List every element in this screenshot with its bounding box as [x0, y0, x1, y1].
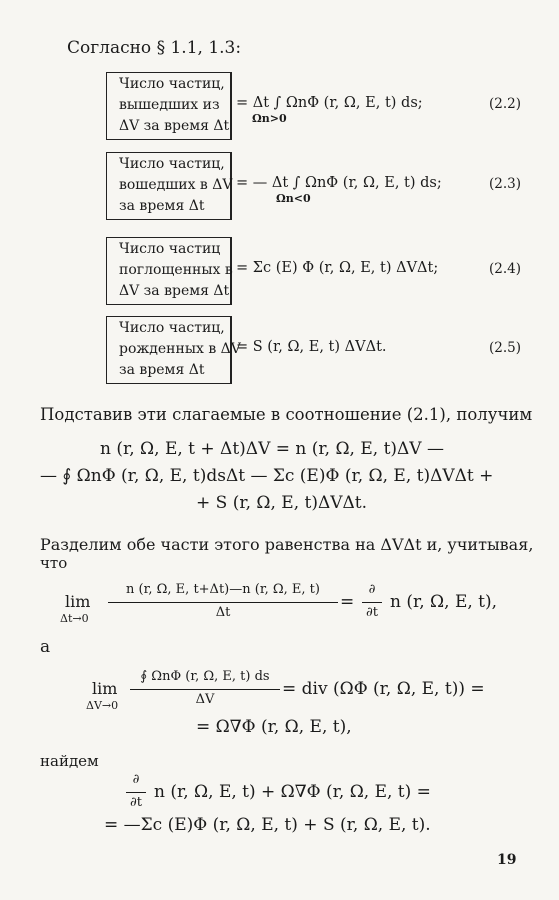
fraction-bar — [130, 689, 280, 690]
box-particles-absorbed — [106, 237, 232, 305]
equals-sign: = — [340, 592, 355, 612]
equation-rhs: = Σc (E) Φ (r, Ω, E, t) ΔVΔt; — [236, 260, 439, 276]
integral-domain: Ωn>0 — [252, 112, 287, 125]
final-equation-line1: n (r, Ω, E, t) + Ω∇Φ (r, Ω, E, t) = — [154, 782, 431, 802]
box-line: ΔV за время Δt — [119, 283, 230, 299]
derivative-denominator: ∂t — [130, 795, 142, 810]
paragraph-text: Разделим обе части этого равенства на ΔVΔt и, учитывая, — [40, 535, 534, 554]
fraction-bar — [108, 602, 338, 603]
limit-result-line2: = Ω∇Φ (r, Ω, E, t), — [196, 717, 352, 737]
box-line: Число частиц — [119, 241, 221, 257]
derivative-numerator: ∂ — [368, 582, 376, 597]
integral-domain: Ωn<0 — [276, 192, 311, 205]
paragraph-text: что — [40, 554, 68, 572]
limit-subscript: ΔV→0 — [86, 699, 119, 712]
paragraph-text: найдем — [40, 752, 99, 770]
final-equation-line2: = —Σc (E)Φ (r, Ω, E, t) + S (r, Ω, E, t). — [104, 815, 431, 835]
box-particles-out — [106, 72, 232, 140]
equation-rhs: = — Δt ∫ ΩnΦ (r, Ω, E, t) ds; — [236, 175, 442, 191]
fraction-denominator: ΔV — [195, 692, 215, 707]
fraction-numerator: n (r, Ω, E, t+Δt)—n (r, Ω, E, t) — [126, 582, 320, 597]
box-line: Число частиц, — [119, 156, 225, 172]
equation-number: (2.3) — [489, 176, 522, 192]
equation-number: (2.2) — [489, 96, 522, 112]
box-line: за время Δt — [119, 362, 205, 378]
box-line: Число частиц, — [119, 76, 225, 92]
box-line: Число частиц, — [119, 320, 225, 336]
fraction-numerator: ∮ ΩnΦ (r, Ω, E, t) ds — [140, 669, 270, 684]
limit-subscript: Δt→0 — [60, 612, 89, 625]
equation-rhs: = Δt ∫ ΩnΦ (r, Ω, E, t) ds; — [236, 95, 423, 111]
balance-equation-line3: + S (r, Ω, E, t)ΔVΔt. — [196, 493, 368, 513]
fraction-bar — [126, 792, 146, 793]
box-line: ΔV за время Δt — [119, 118, 230, 134]
box-particles-in — [106, 152, 232, 220]
equation-number: (2.4) — [489, 261, 522, 277]
box-line: рожденных в ΔV — [119, 341, 241, 357]
derivative-numerator: ∂ — [132, 772, 140, 787]
fraction-bar — [362, 602, 382, 603]
intro-text: Согласно § 1.1, 1.3: — [67, 38, 242, 58]
paragraph-text: а — [40, 637, 51, 657]
equation-number: (2.5) — [489, 340, 522, 356]
fraction-denominator: Δt — [215, 605, 231, 620]
derivative-denominator: ∂t — [366, 605, 378, 620]
box-particles-born — [106, 316, 241, 384]
box-line: вышедших из — [119, 97, 220, 113]
box-line: за время Δt — [119, 198, 205, 214]
balance-equation-line1: n (r, Ω, E, t + Δt)ΔV = n (r, Ω, E, t)ΔV — — [100, 439, 444, 459]
limit-result: n (r, Ω, E, t), — [390, 592, 498, 612]
box-line: поглощенных в — [119, 262, 233, 278]
paragraph-text: Подставив эти слагаемые в соотношение (2.1), получим — [40, 405, 533, 424]
limit-operator: lim — [92, 679, 118, 698]
balance-equation-line2: — ∮ ΩnΦ (r, Ω, E, t)dsΔt — Σc (E)Φ (r, Ω, E, t)ΔVΔt + — [40, 466, 494, 486]
equation-rhs: = S (r, Ω, E, t) ΔVΔt. — [236, 339, 387, 355]
limit-operator: lim — [65, 592, 91, 611]
limit-result: = div (ΩΦ (r, Ω, E, t)) = — [282, 679, 485, 699]
page-number: 19 — [497, 852, 517, 868]
box-line: вошедших в ΔV — [119, 177, 233, 193]
